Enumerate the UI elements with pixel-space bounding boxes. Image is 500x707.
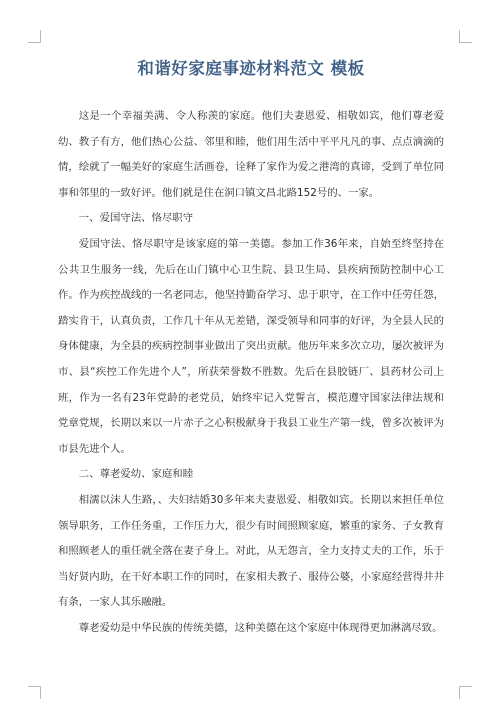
document-title: 和谐好家庭事迹材料范文 模板 xyxy=(137,59,365,78)
body-paragraph: 相濡以沫人生路，、夫妇结婚30多年来夫妻恩爱、相敬如宾。长期以来担任单位领导职务，工作任务重，工作压力大，很少有时间照顾家庭，繁重的家务、子女教育和照顾老人的重任就全落在妻子身上。对此，从无怨言，全力支持丈夫的工作，乐于当好贤内助，在干好本职工作的同时，在家相夫教子、服侍公婆，小家庭经营得井井有条，一家人其乐融融。 xyxy=(58,493,444,609)
margin-corner-mark xyxy=(28,686,41,699)
section-heading: 一、爱国守法、恪尽职守 xyxy=(78,212,194,225)
section-heading: 二、尊老爱幼、家庭和睦 xyxy=(78,468,194,481)
document-page xyxy=(58,58,444,641)
margin-corner-mark xyxy=(459,30,472,43)
body-paragraph: 爱国守法、恪尽职守是该家庭的第一美德。参加工作36年来，自始至终坚持在公共卫生服务一线，先后在山门镇中心卫生院、县卫生局、县疾病预防控制中心工作。作为疾控战线的一名老同志，他坚持勤奋学习、忠于职守，在工作中任劳任怨，踏实肯干，认真负责，工作几十年从无差错，深受领导和同事的好评，为全县人民的身体健康，为全县的疾病控制事业做出了突出贡献。他历年来多次立功，屡次被评为市、县“疾控工作先进个人”，所获荣誉数不胜数。先后在县胶链厂、县药材公司上班，作为一名有23年党龄的老党员，始终牢记入党誓言，模范遵守国家法律法规和党章党规，长期以来以一片赤子之心积极献身于我县工业生产第一线，曾多次被评为市县先进个人。 xyxy=(58,237,444,455)
margin-corner-mark xyxy=(459,686,472,699)
intro-paragraph: 这是一个幸福美满、令人称羡的家庭。他们夫妻恩爱、相敬如宾，他们尊老爱幼、教子有方，他们热心公益、邻里和睦，他们用生活中平平凡凡的事、点点滴滴的情，绘就了一幅美好的家庭生活画卷，诠释了家作为爱之港湾的真谛，受到了单位同事和邻里的一致好评。他们就是住在洞口镇文昌北路152号的、一家。 xyxy=(58,110,444,199)
margin-corner-mark xyxy=(28,30,41,43)
body-paragraph: 尊老爱幼是中华民族的传统美德，这种美德在这个家庭中体现得更加淋漓尽致。 xyxy=(78,621,443,634)
